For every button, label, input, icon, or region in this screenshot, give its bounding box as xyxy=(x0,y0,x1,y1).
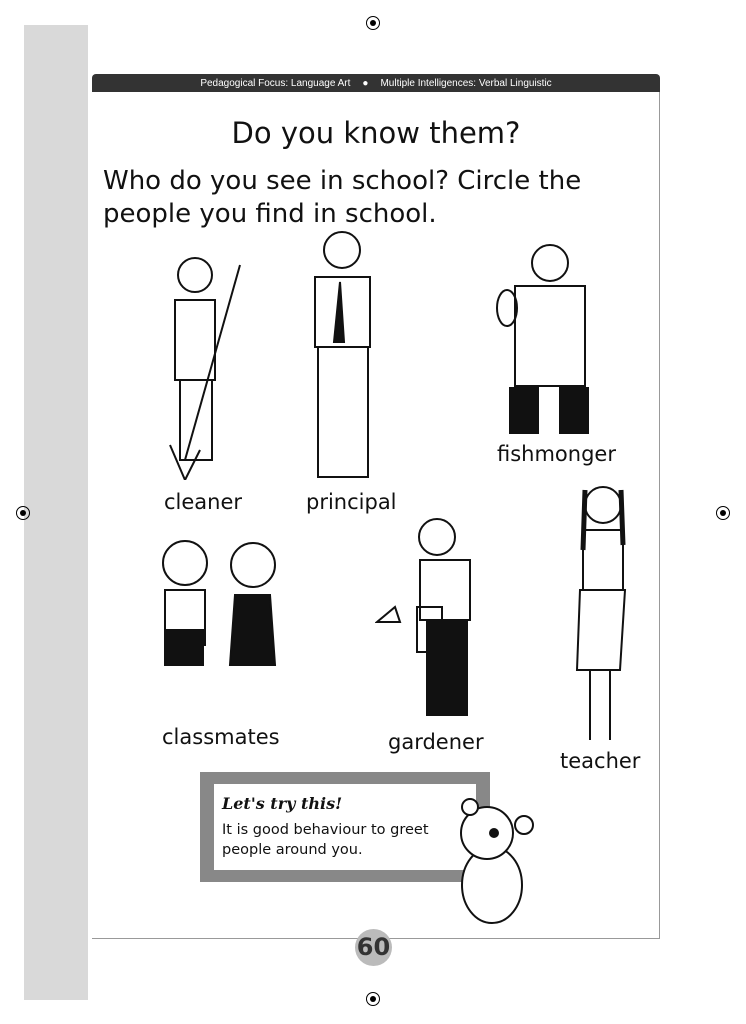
principal-illustration[interactable] xyxy=(300,222,380,487)
registration-mark-icon xyxy=(366,992,380,1006)
side-strip xyxy=(24,25,88,1000)
teddy-bear-icon xyxy=(442,795,542,930)
fishmonger-illustration[interactable] xyxy=(495,238,605,438)
header-intelligences: Multiple Intelligences: Verbal Linguistic xyxy=(380,77,552,89)
instruction: Who do you see in school? Circle the people you find in school. xyxy=(103,166,582,229)
cleaner-illustration[interactable] xyxy=(150,245,250,480)
registration-mark-icon xyxy=(366,16,380,30)
label-fishmonger: fishmonger xyxy=(497,442,616,466)
registration-mark-icon xyxy=(16,506,30,520)
tip-text: It is good behaviour to greet people around you. xyxy=(222,822,429,858)
label-principal: principal xyxy=(306,490,397,514)
label-cleaner: cleaner xyxy=(164,490,243,514)
label-classmates: classmates xyxy=(162,725,280,749)
tip-heading: Let's try this! xyxy=(222,794,343,813)
teacher-illustration[interactable] xyxy=(565,475,640,745)
header-bar xyxy=(92,74,660,92)
bullet-icon: ● xyxy=(362,77,369,89)
gardener-illustration[interactable] xyxy=(375,512,490,730)
classmates-illustration[interactable] xyxy=(145,535,285,720)
page-title: Do you know them? xyxy=(231,116,521,150)
registration-mark-icon xyxy=(716,506,730,520)
label-gardener: gardener xyxy=(388,730,484,754)
header-focus: Pedagogical Focus: Language Art xyxy=(200,77,351,89)
page-number: 60 xyxy=(355,929,392,966)
label-teacher: teacher xyxy=(560,749,641,773)
